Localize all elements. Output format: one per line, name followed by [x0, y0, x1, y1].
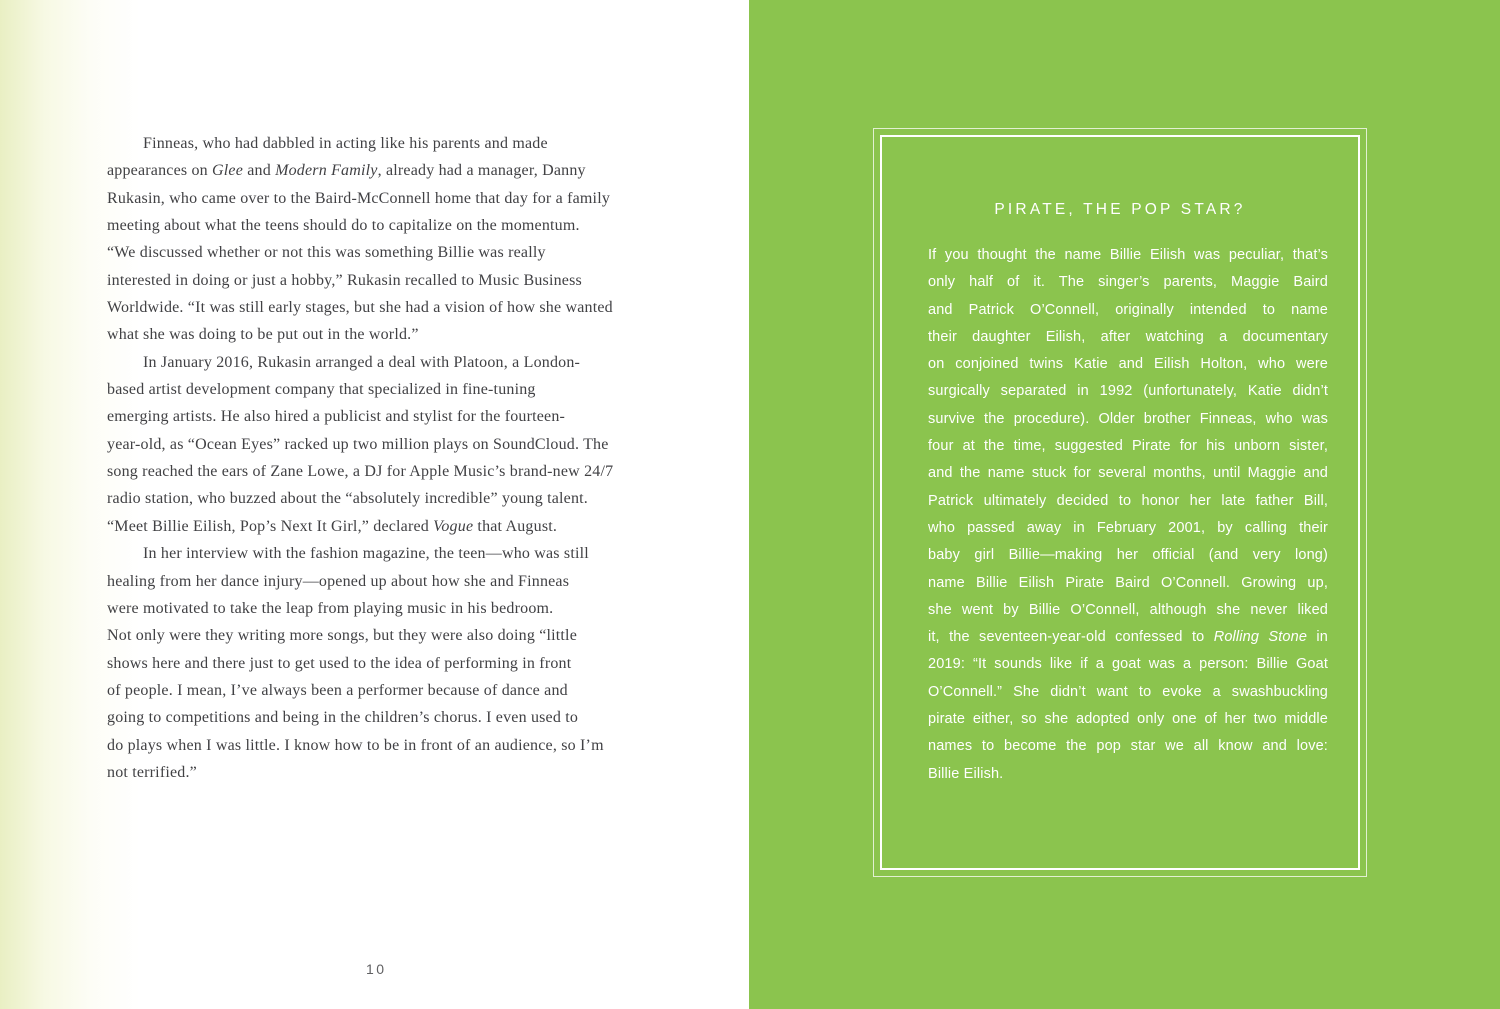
text-line: Finneas, who had dabbled in acting like his parents and made — [143, 135, 548, 152]
text-line: O’Connell.” She didn’t want to evoke a swashbuckling — [928, 683, 1328, 700]
text-line: what she was doing to be put out in the world.” — [107, 326, 419, 344]
text-line: Billie Eilish. — [928, 765, 1004, 782]
text-line: interested in doing or just a hobby,” Rukasin recalled to Music Business — [107, 271, 582, 289]
text-line: Rukasin, who came over to the Baird-McConnell home that day for a family — [107, 189, 611, 207]
text-line: appearances on Glee and Modern Family, already had a manager, Danny — [107, 162, 586, 180]
sidebar-box-body — [928, 242, 1328, 788]
text-line: shows here and there just to get used to the idea of performing in front — [107, 654, 572, 672]
text-line: four at the time, suggested Pirate for his unborn sister, — [928, 438, 1328, 455]
text-line: who passed away in February 2001, by calling their — [928, 519, 1328, 536]
text-line: 2019: “It sounds like if a goat was a person: Billie Goat — [928, 656, 1328, 673]
page-number: 10 — [366, 961, 387, 977]
text-line: and the name stuck for several months, until Maggie and — [928, 465, 1328, 482]
sidebar-box — [873, 128, 1367, 877]
text-line: If you thought the name Billie Eilish was peculiar, that’s — [928, 247, 1328, 263]
text-line: were motivated to take the leap from playing music in his bedroom. — [107, 599, 554, 617]
text-line: surgically separated in 1992 (unfortunately, Katie didn’t — [928, 383, 1328, 400]
text-line: on conjoined twins Katie and Eilish Holton, who were — [928, 356, 1328, 373]
text-line: “Meet Billie Eilish, Pop’s Next It Girl,” declared Vogue that August. — [107, 517, 558, 535]
text-line: their daughter Eilish, after watching a documentary — [928, 328, 1328, 345]
text-line: healing from her dance injury—opened up about how she and Finneas — [107, 572, 570, 590]
text-line: Not only were they writing more songs, but they were also doing “little — [107, 627, 577, 645]
text-line: name Billie Eilish Pirate Baird O’Connell. Growing up, — [928, 574, 1328, 591]
text-line: she went by Billie O’Connell, although she never liked — [928, 601, 1328, 618]
paragraph — [107, 540, 663, 786]
text-line: not terrified.” — [107, 763, 197, 781]
text-line: of people. I mean, I’ve always been a performer because of dance and — [107, 681, 568, 699]
text-line: meeting about what the teens should do to capitalize on the momentum. — [107, 217, 580, 235]
paragraph — [107, 349, 663, 540]
text-line: and Patrick O’Connell, originally intended to name — [928, 301, 1328, 318]
text-line: going to competitions and being in the children’s chorus. I even used to — [107, 709, 579, 727]
paragraph — [107, 130, 663, 349]
text-line: radio station, who buzzed about the “absolutely incredible” young talent. — [107, 490, 588, 508]
right-page — [749, 0, 1500, 1009]
sidebar-box-title: PIRATE, THE POP STAR? — [994, 201, 1246, 218]
text-line: Worldwide. “It was still early stages, but she had a vision of how she wanted — [107, 299, 613, 317]
text-line: names to become the pop star we all know and love: — [928, 738, 1328, 755]
text-line: pirate either, so she adopted only one of her two middle — [928, 711, 1328, 728]
text-line: only half of it. The singer’s parents, Maggie Baird — [928, 274, 1328, 291]
text-line: baby girl Billie—making her official (and very long) — [928, 547, 1328, 564]
body-text — [107, 130, 663, 786]
text-line: Patrick ultimately decided to honor her late father Bill, — [928, 492, 1328, 509]
text-line: year-old, as “Ocean Eyes” racked up two million plays on SoundCloud. The — [107, 435, 609, 453]
text-line: “We discussed whether or not this was something Billie was really — [107, 244, 546, 262]
text-line: emerging artists. He also hired a publicist and stylist for the fourteen- — [107, 408, 566, 426]
left-page — [0, 0, 749, 1009]
text-line: it, the seventeen-year-old confessed to Rolling Stone in — [928, 629, 1328, 646]
text-line: survive the procedure). Older brother Finneas, who was — [928, 410, 1328, 427]
text-line: In her interview with the fashion magazine, the teen—who was still — [143, 545, 589, 563]
text-line: based artist development company that specialized in fine-tuning — [107, 381, 536, 399]
text-line: song reached the ears of Zane Lowe, a DJ for Apple Music’s brand-new 24/7 — [107, 463, 614, 481]
text-line: In January 2016, Rukasin arranged a deal with Platoon, a London- — [143, 353, 581, 371]
text-line: do plays when I was little. I know how to be in front of an audience, so I’m — [107, 736, 604, 754]
